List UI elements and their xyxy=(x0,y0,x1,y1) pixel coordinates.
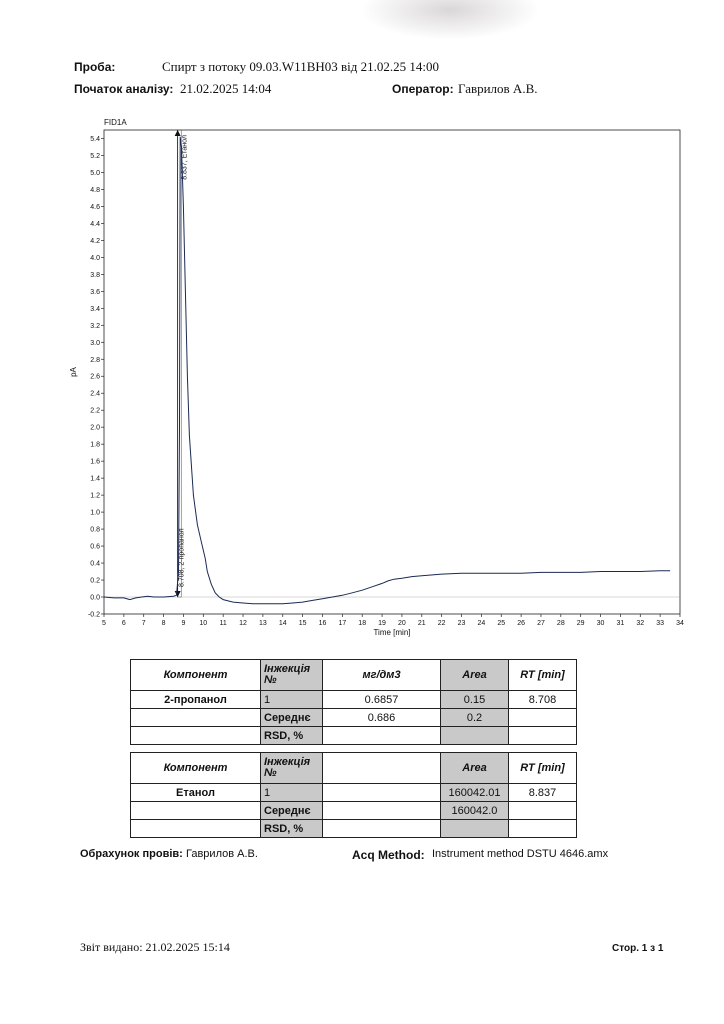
fid1a-trace xyxy=(104,137,670,604)
x-axis xyxy=(102,614,684,627)
x-tick-label: 25 xyxy=(497,620,506,627)
table-row xyxy=(131,784,577,802)
x-tick-label: 18 xyxy=(358,620,367,627)
x-tick-label: 11 xyxy=(219,620,227,627)
annotation-2-propanol: 8.708, 2-пропанол xyxy=(178,528,186,588)
x-tick-label: 26 xyxy=(517,620,526,627)
y-axis xyxy=(88,136,104,619)
x-tick-label: 27 xyxy=(537,620,545,627)
cell-area: 160042.01 xyxy=(441,784,509,802)
y-tick-label: 4.6 xyxy=(90,203,100,211)
cell-area xyxy=(441,727,509,745)
x-tick-label: 10 xyxy=(199,620,208,627)
x-tick-label: 21 xyxy=(417,620,426,627)
x-tick-label: 16 xyxy=(318,620,327,627)
y-tick-label: 0.6 xyxy=(90,543,100,551)
x-tick-label: 12 xyxy=(239,620,247,627)
table-row xyxy=(131,727,577,745)
cell-concentration xyxy=(323,727,441,745)
col-rt: RT [min] xyxy=(509,753,577,784)
y-tick-label: 3.4 xyxy=(90,305,100,313)
cell-concentration xyxy=(323,784,441,802)
col-injection: Інжекція № xyxy=(261,753,323,784)
y-tick-label: 2.6 xyxy=(90,373,100,381)
cell-injection: RSD, % xyxy=(261,820,323,838)
plot-frame xyxy=(104,130,680,614)
cell-area: 0.15 xyxy=(441,691,509,709)
table-row xyxy=(131,709,577,727)
x-tick-label: 29 xyxy=(576,620,585,627)
x-tick-label: 34 xyxy=(676,620,684,627)
cell-injection: Середнє xyxy=(261,709,323,727)
y-tick-label: 1.8 xyxy=(90,441,100,449)
table-header-row xyxy=(131,660,577,691)
col-component: Компонент xyxy=(131,660,261,691)
col-injection: Інжекція № xyxy=(261,660,323,691)
cell-rt: 8.837 xyxy=(509,784,577,802)
col-component: Компонент xyxy=(131,753,261,784)
cell-injection: RSD, % xyxy=(261,727,323,745)
x-tick-label: 28 xyxy=(556,620,565,627)
cell-injection: 1 xyxy=(261,691,323,709)
y-tick-label: -0.2 xyxy=(87,611,100,619)
y-tick-label: 3.8 xyxy=(90,271,100,279)
chart-title: FID1A xyxy=(104,118,127,127)
cell-rt xyxy=(509,727,577,745)
acq-method-label: Acq Method: xyxy=(352,848,425,862)
y-tick-label: 4.8 xyxy=(90,186,100,194)
start-value: 21.02.2025 14:04 xyxy=(180,81,272,96)
operator-value: Гаврилов А.В. xyxy=(458,81,538,96)
y-tick-label: 0.2 xyxy=(90,577,100,585)
results-table-ethanol xyxy=(130,752,577,838)
x-tick-label: 30 xyxy=(596,620,605,627)
cell-component xyxy=(131,727,261,745)
x-tick-label: 13 xyxy=(258,620,267,627)
cell-concentration: 0.6857 xyxy=(323,691,441,709)
cell-area: 160042.0 xyxy=(441,802,509,820)
y-tick-label: 2.4 xyxy=(90,390,100,398)
y-tick-label: 2.8 xyxy=(90,356,100,364)
y-tick-label: 3.6 xyxy=(90,288,100,296)
annotation-ethanol: 8.837, Етанол xyxy=(181,135,189,180)
peak-arrow-2-propanol xyxy=(175,591,181,597)
x-tick-label: 17 xyxy=(338,620,347,627)
x-tick-label: 14 xyxy=(278,620,287,627)
y-tick-label: 1.2 xyxy=(90,492,100,500)
y-tick-label: 4.0 xyxy=(90,254,100,262)
acq-method-value: Instrument method DSTU 4646.amx xyxy=(432,848,609,860)
y-tick-label: 3.2 xyxy=(90,322,100,330)
x-tick-label: 8 xyxy=(161,620,166,627)
sampler-label: Обрахунок провів: xyxy=(80,848,183,860)
cell-rt xyxy=(509,709,577,727)
peak-annotations xyxy=(175,130,189,597)
cell-concentration: 0.686 xyxy=(323,709,441,727)
col-concentration: мг/дм3 xyxy=(323,660,441,691)
x-tick-label: 23 xyxy=(457,620,466,627)
y-tick-label: 4.4 xyxy=(90,220,100,228)
cell-rt: 8.708 xyxy=(509,691,577,709)
cell-concentration xyxy=(323,820,441,838)
operator-label: Оператор: xyxy=(392,82,454,96)
x-tick-label: 22 xyxy=(437,620,446,627)
results-table-2-propanol xyxy=(130,659,577,745)
col-area: Area xyxy=(441,753,509,784)
x-tick-label: 24 xyxy=(477,620,486,627)
cell-component xyxy=(131,820,261,838)
x-tick-label: 31 xyxy=(616,620,625,627)
peak-arrow-ethanol xyxy=(175,130,181,136)
table-row xyxy=(131,691,577,709)
report-issued: Звіт видано: 21.02.2025 15:14 xyxy=(80,940,230,954)
col-area: Area xyxy=(441,660,509,691)
x-tick-label: 9 xyxy=(181,620,186,627)
col-concentration xyxy=(323,753,441,784)
cell-injection: 1 xyxy=(261,784,323,802)
cell-rt xyxy=(509,820,577,838)
y-tick-label: 2.2 xyxy=(90,407,100,415)
col-rt: RT [min] xyxy=(509,660,577,691)
x-tick-label: 7 xyxy=(141,620,146,627)
table-header-row xyxy=(131,753,577,784)
cell-component: 2-пропанол xyxy=(131,691,261,709)
y-tick-label: 5.4 xyxy=(90,135,100,143)
scan-smudge xyxy=(360,0,540,40)
cell-area: 0.2 xyxy=(441,709,509,727)
y-tick-label: 1.4 xyxy=(90,475,100,483)
y-tick-label: 1.0 xyxy=(90,509,100,517)
y-tick-label: 5.0 xyxy=(90,169,100,177)
cell-injection: Середнє xyxy=(261,802,323,820)
cell-rt xyxy=(509,802,577,820)
sample-value: Спирт з потоку 09.03.W11BH03 від 21.02.25 14:00 xyxy=(162,59,439,74)
x-tick-label: 15 xyxy=(298,620,307,627)
x-tick-label: 33 xyxy=(656,620,665,627)
cell-component xyxy=(131,802,261,820)
x-tick-label: 32 xyxy=(636,620,645,627)
chromatogram-chart xyxy=(60,112,690,642)
y-tick-label: 0.0 xyxy=(90,594,100,602)
x-tick-label: 5 xyxy=(102,620,106,627)
page-number: Стор. 1 з 1 xyxy=(612,943,664,954)
sampler-value: Гаврилов А.В. xyxy=(186,848,258,860)
y-tick-label: 1.6 xyxy=(90,458,100,466)
y-tick-label: 4.2 xyxy=(90,237,100,245)
x-tick-label: 20 xyxy=(398,620,406,627)
cell-component: Етанол xyxy=(131,784,261,802)
y-tick-label: 0.8 xyxy=(90,526,100,534)
x-tick-label: 6 xyxy=(121,620,126,627)
cell-area xyxy=(441,820,509,838)
y-tick-label: 0.4 xyxy=(90,560,100,568)
y-tick-label: 2.0 xyxy=(90,424,100,432)
start-label: Початок аналізу: xyxy=(74,82,174,96)
sample-label: Проба: xyxy=(74,60,116,74)
y-tick-label: 5.2 xyxy=(90,152,100,160)
x-axis-label: Time [min] xyxy=(373,628,411,637)
x-tick-label: 19 xyxy=(378,620,386,627)
y-tick-label: 3.0 xyxy=(90,339,100,347)
cell-concentration xyxy=(323,802,441,820)
y-axis-label: pA xyxy=(69,367,78,377)
table-row xyxy=(131,820,577,838)
table-row xyxy=(131,802,577,820)
cell-component xyxy=(131,709,261,727)
